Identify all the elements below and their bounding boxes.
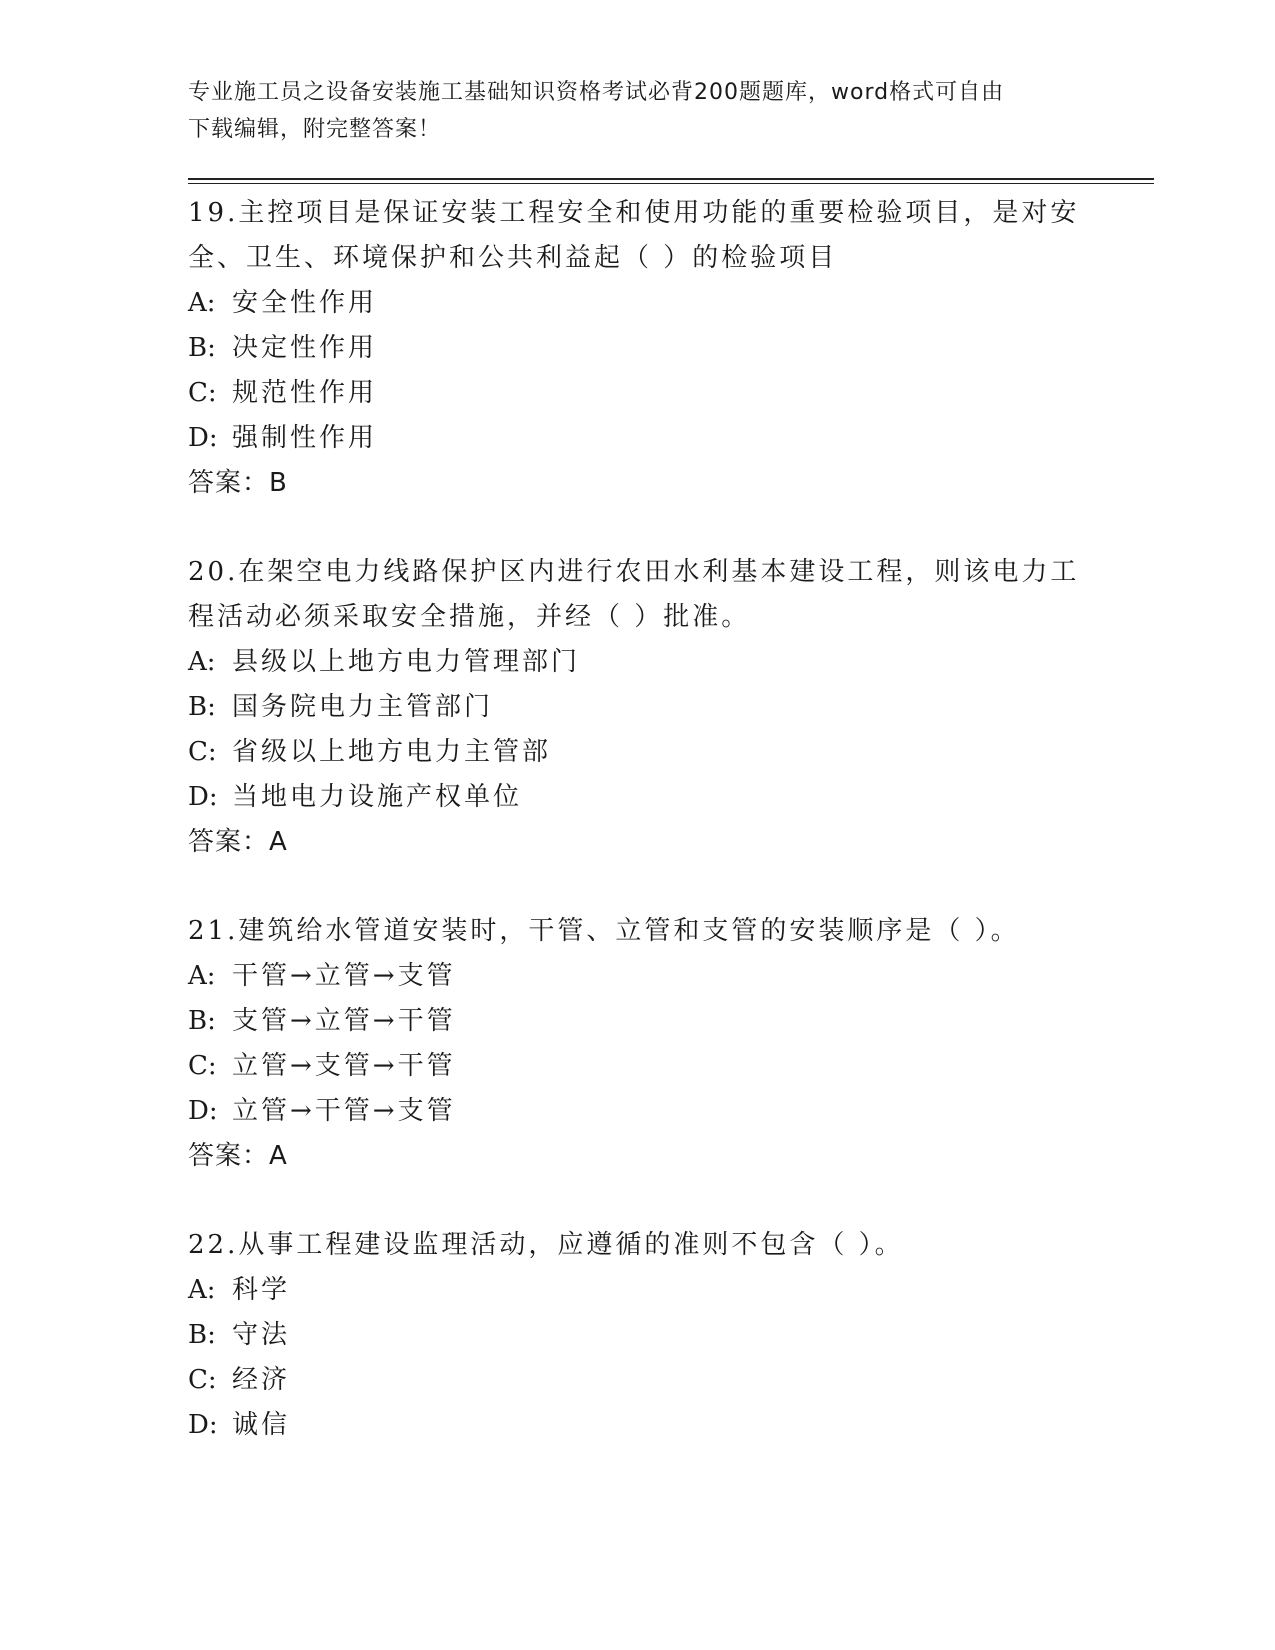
option-a (188, 1268, 1088, 1313)
option-d (188, 1403, 1088, 1448)
question-20 (188, 550, 1088, 865)
option-b (188, 999, 1088, 1044)
question-stem (188, 191, 1088, 281)
question-stem (188, 1223, 1088, 1268)
option-b (188, 326, 1088, 371)
question-stem-line: 20.在架空电力线路保护区内进行农田水利基本建设工程，则该电力工 (188, 557, 1080, 587)
option-text: 安全性作用 (232, 288, 378, 318)
question-19 (188, 191, 1088, 506)
option-text: 县级以上地方电力管理部门 (232, 647, 581, 677)
option-key: B: (188, 1320, 216, 1350)
option-a (188, 281, 1088, 326)
option-key: A: (188, 288, 216, 318)
option-b (188, 685, 1088, 730)
option-key: D: (188, 782, 218, 812)
option-a (188, 954, 1088, 999)
option-b (188, 1313, 1088, 1358)
option-key: C: (188, 1051, 217, 1081)
option-key: A: (188, 961, 216, 991)
option-key: D: (188, 1410, 218, 1440)
option-text: 规范性作用 (232, 378, 378, 408)
option-text: 诚信 (232, 1410, 291, 1440)
option-key: A: (188, 1275, 216, 1305)
question-stem-line: 程活动必须采取安全措施，并经（ ）批准。 (188, 602, 751, 632)
document-header (188, 74, 1068, 148)
option-c (188, 371, 1088, 416)
option-key: C: (188, 1365, 217, 1395)
option-key: C: (188, 737, 217, 767)
option-d (188, 775, 1088, 820)
option-key: A: (188, 647, 216, 677)
option-text: 决定性作用 (232, 333, 378, 363)
option-d (188, 1089, 1088, 1134)
question-stem-line: 22.从事工程建设监理活动，应遵循的准则不包含（ ）。 (188, 1230, 904, 1260)
header-divider-thick (188, 178, 1154, 180)
header-line-2: 下载编辑，附完整答案！ (188, 117, 442, 142)
question-stem-line: 19.主控项目是保证安装工程安全和使用功能的重要检验项目，是对安 (188, 198, 1080, 228)
option-text: 强制性作用 (232, 423, 378, 453)
option-c (188, 730, 1088, 775)
question-stem-line: 全、卫生、环境保护和公共利益起（ ）的检验项目 (188, 243, 838, 273)
question-stem (188, 550, 1088, 640)
question-stem (188, 909, 1088, 954)
answer-line: 答案：A (188, 1141, 288, 1171)
answer-line: 答案：A (188, 827, 288, 857)
option-key: D: (188, 1096, 218, 1126)
option-c (188, 1358, 1088, 1403)
header-line-1: 专业施工员之设备安装施工基础知识资格考试必背200题题库，word格式可自由 (188, 80, 1005, 105)
option-text: 立管→支管→干管 (232, 1051, 456, 1081)
option-text: 国务院电力主管部门 (232, 692, 494, 722)
option-a (188, 640, 1088, 685)
option-text: 支管→立管→干管 (232, 1006, 456, 1036)
option-text: 科学 (232, 1275, 291, 1305)
question-stem-line: 21.建筑给水管道安装时，干管、立管和支管的安装顺序是（ ）。 (188, 916, 1020, 946)
option-d (188, 416, 1088, 461)
option-c (188, 1044, 1088, 1089)
option-text: 守法 (232, 1320, 291, 1350)
question-22 (188, 1223, 1088, 1448)
question-21 (188, 909, 1088, 1179)
answer-line: 答案：B (188, 468, 288, 498)
option-text: 省级以上地方电力主管部 (232, 737, 552, 767)
header-divider-thin (188, 183, 1154, 184)
option-text: 立管→干管→支管 (232, 1096, 456, 1126)
option-key: D: (188, 423, 218, 453)
option-text: 当地电力设施产权单位 (232, 782, 523, 812)
option-key: C: (188, 378, 217, 408)
option-key: B: (188, 692, 216, 722)
question-list (188, 191, 1088, 1492)
option-text: 干管→立管→支管 (232, 961, 456, 991)
option-key: B: (188, 333, 216, 363)
option-text: 经济 (232, 1365, 291, 1395)
option-key: B: (188, 1006, 216, 1036)
